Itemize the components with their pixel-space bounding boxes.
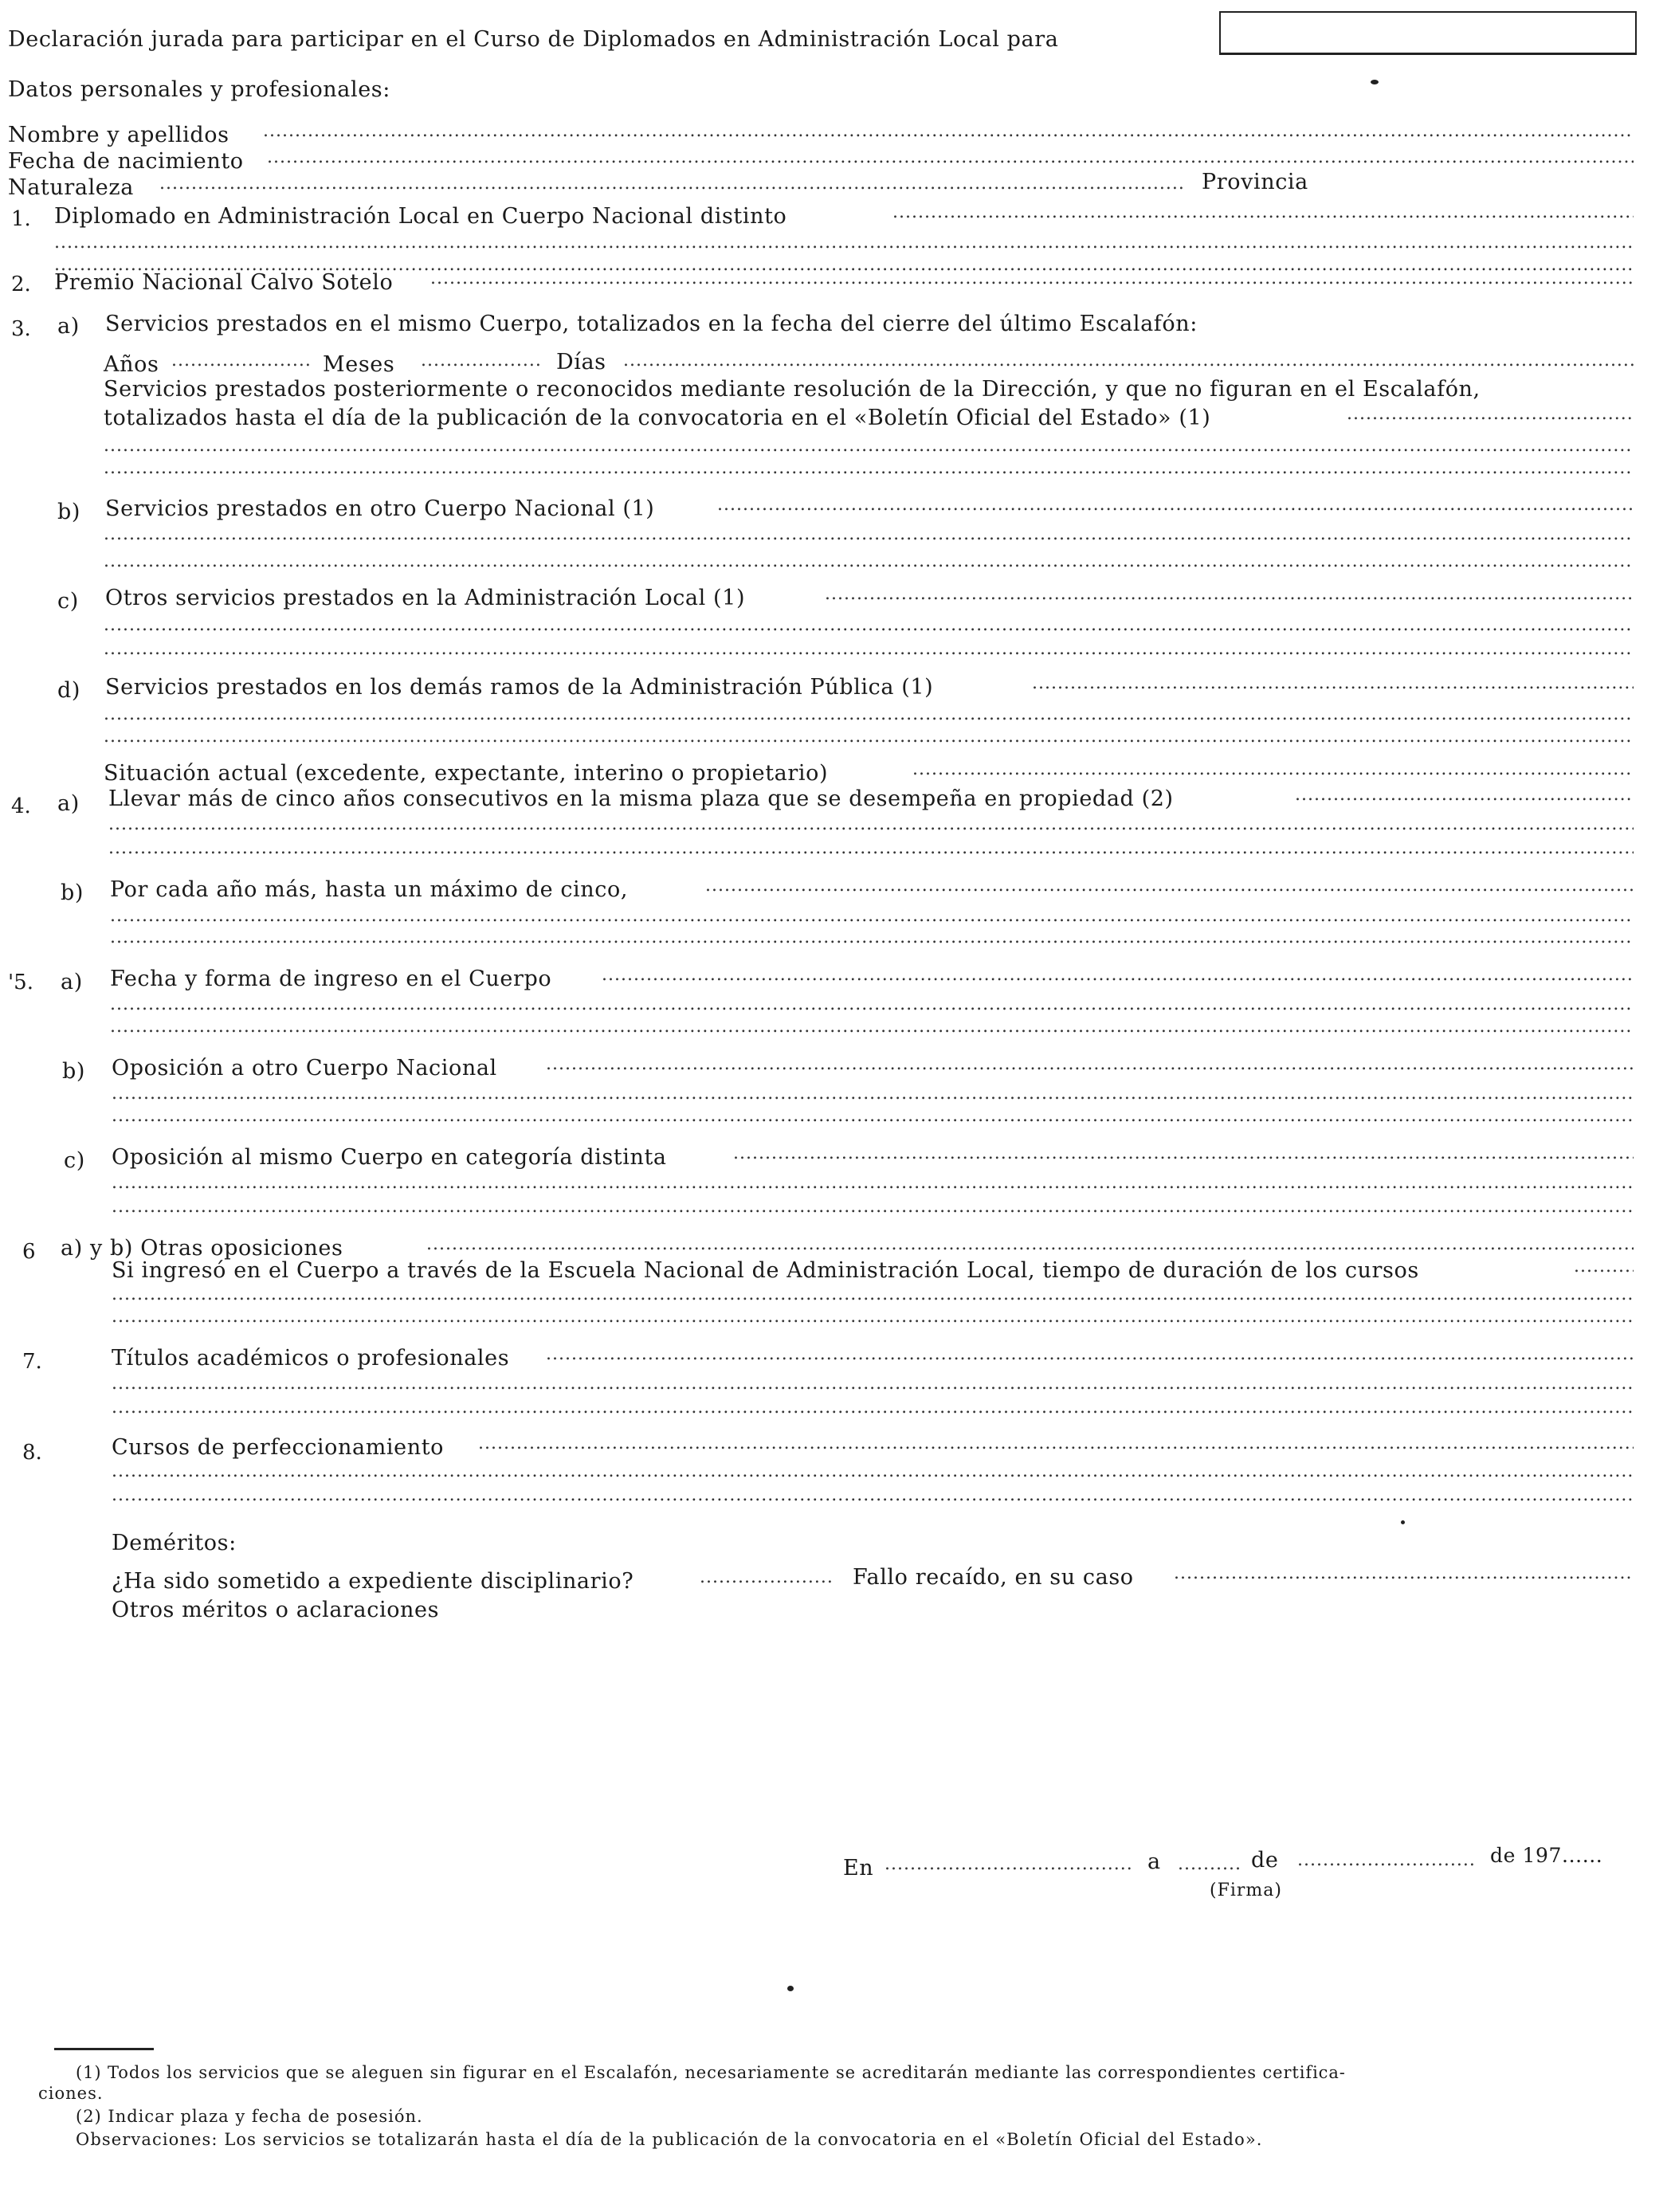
item-3a-extra-field-line2[interactable] bbox=[104, 434, 1634, 458]
footnote-1: (1) Todos los servicios que se aleguen sin figurar en el Escalafón, necesariamente se acreditarán mediante las correspondientes certifica- bbox=[76, 2063, 1346, 2082]
item-5b-field[interactable] bbox=[546, 1053, 1634, 1077]
item-3d-label: Servicios prestados en los demás ramos de la Administración Pública (1) bbox=[105, 675, 934, 700]
ink-speck bbox=[1371, 80, 1379, 84]
item-8-field-line2[interactable] bbox=[112, 1460, 1634, 1484]
name-field[interactable] bbox=[263, 120, 1634, 143]
item-5c-label: Oposición al mismo Cuerpo en categoría distinta bbox=[112, 1145, 667, 1170]
item-8-field-line3[interactable] bbox=[112, 1484, 1634, 1508]
item-5c-field[interactable] bbox=[733, 1142, 1634, 1166]
item-3c-field[interactable] bbox=[825, 582, 1634, 606]
place-label: En bbox=[843, 1856, 874, 1881]
item-1-field[interactable] bbox=[892, 201, 1634, 225]
observations-note: Observaciones: Los servicios se totalizarán hasta el día de la publicación de la convocatoria en el «Boletín Oficial del Estado». bbox=[76, 2130, 1263, 2149]
item-6-number: 6 bbox=[22, 1240, 36, 1264]
item-3c-field-line3[interactable] bbox=[104, 637, 1634, 661]
ruling-field[interactable] bbox=[1174, 1562, 1634, 1586]
item-6-extra-field-line3[interactable] bbox=[112, 1305, 1634, 1329]
item-5-number: '5. bbox=[8, 971, 33, 994]
item-4a-field-line2[interactable] bbox=[108, 813, 1634, 837]
demerits-heading: Deméritos: bbox=[112, 1531, 237, 1555]
footnote-2: (2) Indicar plaza y fecha de posesión. bbox=[76, 2107, 423, 2126]
item-6-extra-field-line2[interactable] bbox=[112, 1283, 1634, 1307]
item-2-field[interactable] bbox=[430, 267, 1634, 291]
item-6-extra-label: Si ingresó en el Cuerpo a través de la Escuela Nacional de Administración Local, tiempo de duración de los cursos bbox=[112, 1258, 1419, 1283]
item-6-extra-field[interactable] bbox=[1574, 1255, 1634, 1279]
item-3d-field-line3[interactable] bbox=[104, 725, 1634, 749]
item-4b-field[interactable] bbox=[705, 874, 1634, 898]
item-7-field-line2[interactable] bbox=[112, 1372, 1634, 1396]
years-field[interactable] bbox=[171, 349, 311, 373]
days-label: Días bbox=[556, 350, 606, 375]
signature-label: (Firma) bbox=[1210, 1881, 1282, 1900]
ink-speck bbox=[787, 1986, 794, 1991]
item-3c-field-line2[interactable] bbox=[104, 614, 1634, 637]
ruling-label: Fallo recaído, en su caso bbox=[853, 1565, 1134, 1590]
ink-speck bbox=[1401, 1520, 1405, 1524]
other-merits-label: Otros méritos o aclaraciones bbox=[112, 1598, 440, 1622]
date-de-label: de bbox=[1251, 1848, 1279, 1873]
item-5a-field-line3[interactable] bbox=[110, 1015, 1634, 1039]
item-3b-field[interactable] bbox=[717, 493, 1634, 517]
item-4b-label: Por cada año más, hasta un máximo de cinco, bbox=[110, 877, 629, 902]
months-field[interactable] bbox=[421, 349, 540, 373]
form-subtitle: Datos personales y profesionales: bbox=[8, 77, 390, 102]
footnote-divider bbox=[54, 2048, 154, 2050]
item-7-number: 7. bbox=[22, 1350, 42, 1374]
item-3b-label: Servicios prestados en otro Cuerpo Nacional (1) bbox=[105, 496, 655, 521]
item-3d-field-line2[interactable] bbox=[104, 703, 1634, 727]
place-field[interactable] bbox=[885, 1853, 1132, 1877]
item-5b-marker: b) bbox=[62, 1059, 86, 1084]
nature-label: Naturaleza bbox=[8, 175, 134, 200]
disciplinary-question: ¿Ha sido sometido a expediente disciplinario? bbox=[112, 1569, 634, 1594]
day-field[interactable] bbox=[1178, 1853, 1241, 1877]
course-name-box[interactable] bbox=[1219, 11, 1637, 55]
item-3a-extra-line1: Servicios prestados posteriormente o reconocidos mediante resolución de la Dirección, y que no figuran en el Escalafón, bbox=[104, 377, 1481, 402]
item-4a-field-line3[interactable] bbox=[108, 837, 1634, 861]
item-3b-field-line3[interactable] bbox=[104, 550, 1634, 574]
item-5a-field-line2[interactable] bbox=[110, 993, 1634, 1017]
birth-field[interactable] bbox=[267, 146, 1634, 170]
footnote-1-continued: ciones. bbox=[38, 2084, 104, 2103]
disciplinary-field[interactable] bbox=[700, 1566, 835, 1590]
item-5b-field-line3[interactable] bbox=[112, 1104, 1634, 1128]
name-label: Nombre y apellidos bbox=[8, 123, 229, 147]
item-1-field-line2[interactable] bbox=[54, 231, 1634, 255]
year-label[interactable]: de 197...... bbox=[1490, 1844, 1603, 1867]
form-title: Declaración jurada para participar en el Curso de Diplomados en Administración Local para bbox=[8, 27, 1059, 52]
item-8-label: Cursos de perfeccionamiento bbox=[112, 1435, 445, 1460]
item-3a-extra-field[interactable] bbox=[1347, 402, 1634, 426]
item-4a-label: Llevar más de cinco años consecutivos en la misma plaza que se desempeña en propiedad (2) bbox=[108, 786, 1174, 811]
item-3d-field[interactable] bbox=[1032, 672, 1634, 696]
item-2-label: Premio Nacional Calvo Sotelo bbox=[54, 270, 394, 295]
item-8-field[interactable] bbox=[478, 1432, 1634, 1456]
item-4a-field[interactable] bbox=[1295, 783, 1634, 807]
item-3a-marker: a) bbox=[57, 314, 80, 339]
month-field[interactable] bbox=[1297, 1849, 1477, 1873]
item-7-field[interactable] bbox=[546, 1343, 1634, 1367]
item-4b-marker: b) bbox=[61, 880, 84, 905]
item-3a-label: Servicios prestados en el mismo Cuerpo, totalizados en la fecha del cierre del último Escalafón: bbox=[105, 312, 1198, 336]
item-5c-marker: c) bbox=[64, 1148, 85, 1173]
item-6-label: a) y b) Otras oposiciones bbox=[61, 1236, 343, 1261]
item-5b-label: Oposición a otro Cuerpo Nacional bbox=[112, 1056, 497, 1081]
item-7-label: Títulos académicos o profesionales bbox=[112, 1346, 510, 1371]
item-5a-label: Fecha y forma de ingreso en el Cuerpo bbox=[110, 967, 552, 991]
item-8-number: 8. bbox=[22, 1441, 42, 1465]
situation-field[interactable] bbox=[912, 758, 1634, 782]
item-3d-marker: d) bbox=[57, 678, 81, 703]
item-5c-field-line3[interactable] bbox=[112, 1195, 1634, 1219]
item-3c-label: Otros servicios prestados en la Administración Local (1) bbox=[105, 586, 746, 610]
birth-label: Fecha de nacimiento bbox=[8, 149, 244, 174]
item-1-number: 1. bbox=[11, 207, 31, 231]
item-2-number: 2. bbox=[11, 273, 31, 296]
item-3b-marker: b) bbox=[57, 500, 81, 524]
item-4b-field-line3[interactable] bbox=[110, 926, 1634, 950]
item-5c-field-line2[interactable] bbox=[112, 1171, 1634, 1195]
item-5a-field[interactable] bbox=[602, 963, 1634, 987]
item-6-field[interactable] bbox=[426, 1233, 1634, 1257]
item-5a-marker: a) bbox=[61, 970, 83, 994]
item-4-number: 4. bbox=[11, 794, 31, 818]
date-a-label: a bbox=[1147, 1849, 1161, 1874]
province-label: Provincia bbox=[1202, 170, 1308, 194]
item-3a-extra-line2: totalizados hasta el día de la publicación de la convocatoria en el «Boletín Oficial del Estado» (1) bbox=[104, 406, 1211, 430]
item-3a-extra-field-line3[interactable] bbox=[104, 457, 1634, 480]
item-3c-marker: c) bbox=[57, 589, 79, 614]
item-1-label: Diplomado en Administración Local en Cuerpo Nacional distinto bbox=[54, 204, 787, 229]
item-4b-field-line2[interactable] bbox=[110, 904, 1634, 928]
item-5b-field-line2[interactable] bbox=[112, 1082, 1634, 1106]
item-3b-field-line2[interactable] bbox=[104, 523, 1634, 547]
months-label: Meses bbox=[323, 352, 395, 377]
situation-label: Situación actual (excedente, expectante, interino o propietario) bbox=[104, 761, 829, 786]
item-7-field-line3[interactable] bbox=[112, 1396, 1634, 1420]
years-label: Años bbox=[104, 352, 159, 377]
item-4a-marker: a) bbox=[57, 791, 80, 816]
item-3-number: 3. bbox=[11, 317, 31, 341]
nature-field[interactable] bbox=[159, 172, 1183, 196]
days-field[interactable] bbox=[623, 349, 1634, 373]
